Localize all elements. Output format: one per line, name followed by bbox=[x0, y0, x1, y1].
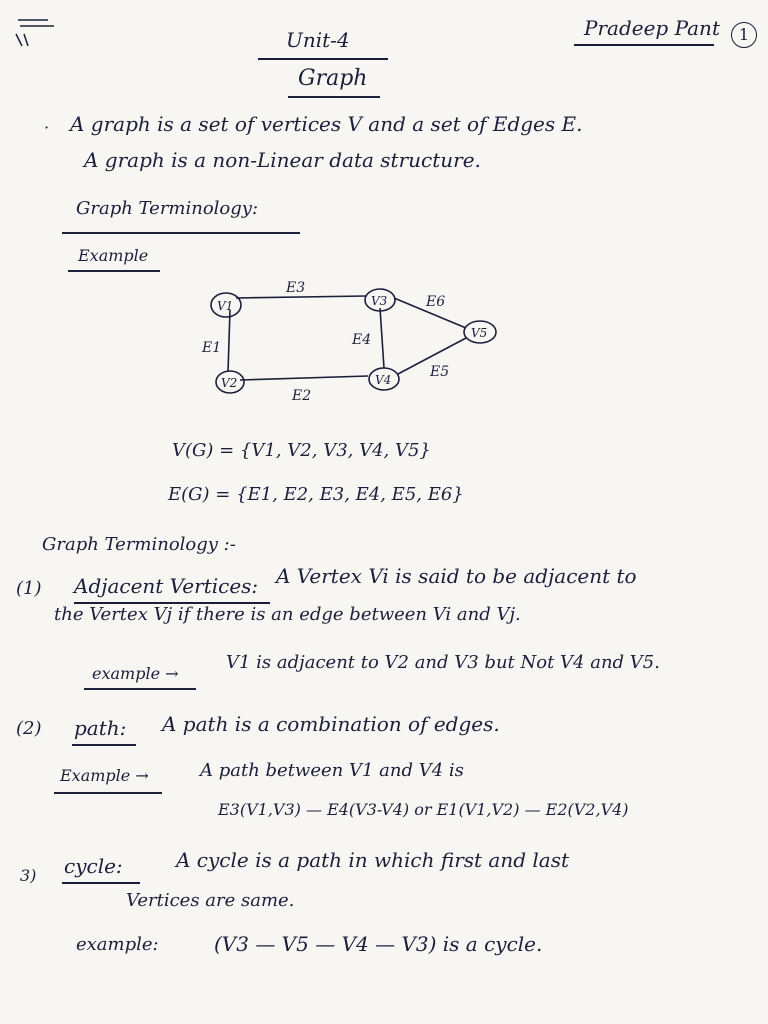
path-term: path: bbox=[74, 716, 127, 740]
example-underline bbox=[68, 270, 160, 272]
adjacent-term: Adjacent Vertices: bbox=[74, 574, 259, 598]
path-example-text-2: E3(V1,V3) — E4(V3-V4) or E1(V1,V2) — E2(V2,V4) bbox=[218, 800, 629, 819]
edge-label-e2: E2 bbox=[292, 388, 312, 404]
cycle-example-label: example: bbox=[76, 934, 159, 955]
cycle-text-2: Vertices are same. bbox=[126, 890, 295, 911]
edge-e1-line bbox=[228, 310, 230, 372]
edge-label-e4: E4 bbox=[352, 332, 372, 348]
adjacent-example-label: example → bbox=[92, 664, 179, 683]
author-underline bbox=[574, 44, 714, 46]
margin-tick-mark bbox=[14, 16, 58, 46]
adjacent-example-underline bbox=[84, 688, 196, 690]
intro-line-2: A graph is a non-Linear data structure. bbox=[84, 148, 481, 172]
adjacent-text-2: the Vertex Vj if there is an edge between Vi and Vj. bbox=[54, 604, 521, 625]
cycle-term-underline bbox=[62, 882, 140, 884]
example-label: Example bbox=[78, 246, 149, 265]
section-heading-scribbled: Graph Terminology: bbox=[76, 198, 259, 219]
path-example-text-1: A path between V1 and V4 is bbox=[200, 760, 464, 781]
edge-label-e5: E5 bbox=[430, 364, 450, 380]
vertex-label-v2: V2 bbox=[221, 376, 238, 390]
edge-e2-line bbox=[240, 376, 368, 380]
vertex-label-v3: V3 bbox=[371, 294, 388, 308]
cycle-term: cycle: bbox=[64, 854, 123, 878]
unit-underline bbox=[258, 58, 388, 60]
adjacent-example-text: V1 is adjacent to V2 and V3 but Not V4 and V5. bbox=[226, 652, 660, 673]
cycle-example-text: (V3 — V5 — V4 — V3) is a cycle. bbox=[214, 932, 543, 956]
edge-label-e1: E1 bbox=[202, 340, 222, 356]
path-example-underline bbox=[54, 792, 162, 794]
edge-e4-line bbox=[380, 308, 384, 368]
adjacent-text-1: A Vertex Vi is said to be adjacent to bbox=[276, 564, 637, 588]
bullet-dot: · bbox=[44, 118, 50, 137]
vertex-label-v1: V1 bbox=[217, 299, 234, 313]
graph-diagram bbox=[190, 272, 510, 412]
edge-e3-line bbox=[236, 296, 366, 298]
item-1-number: (1) bbox=[16, 578, 42, 599]
section-heading-underline bbox=[62, 232, 300, 234]
unit-heading: Unit-4 bbox=[286, 28, 350, 52]
item-2-number: (2) bbox=[16, 718, 42, 739]
title-underline bbox=[288, 96, 380, 98]
vertex-set: V(G) = {V1, V2, V3, V4, V5} bbox=[172, 440, 431, 461]
vertex-label-v4: V4 bbox=[375, 373, 392, 387]
edge-set: E(G) = {E1, E2, E3, E4, E5, E6} bbox=[168, 484, 464, 505]
path-text: A path is a combination of edges. bbox=[162, 712, 500, 736]
path-example-label: Example → bbox=[60, 766, 149, 785]
intro-line-1: A graph is a set of vertices V and a set of Edges E. bbox=[70, 112, 583, 136]
path-term-underline bbox=[72, 744, 136, 746]
author-name: Pradeep Pant bbox=[584, 16, 720, 40]
edge-label-e3: E3 bbox=[286, 280, 306, 296]
terminology-heading: Graph Terminology :- bbox=[42, 534, 236, 555]
vertex-label-v5: V5 bbox=[471, 326, 488, 340]
page-title: Graph bbox=[298, 66, 368, 91]
item-3-number: 3) bbox=[20, 866, 37, 885]
cycle-text-1: A cycle is a path in which first and last bbox=[176, 848, 570, 872]
page-number: 1 bbox=[731, 22, 757, 48]
edge-label-e6: E6 bbox=[426, 294, 446, 310]
